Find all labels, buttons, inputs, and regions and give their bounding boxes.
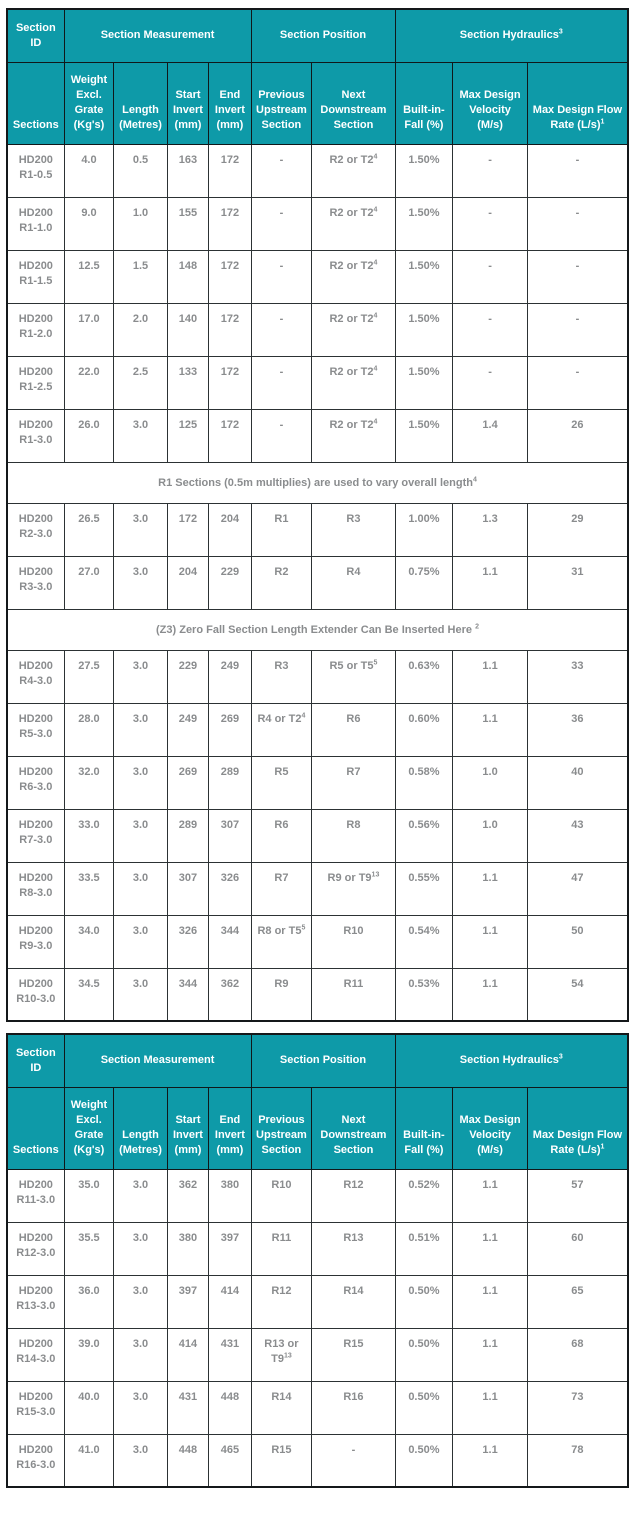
table-cell: 448: [209, 1381, 251, 1434]
column-header-cell: Length (Metres): [114, 1087, 167, 1169]
table-cell: 40: [527, 756, 628, 809]
table-cell: 249: [209, 650, 251, 703]
table-cell: 326: [167, 915, 209, 968]
table-cell: 362: [167, 1169, 209, 1222]
table-cell: 229: [167, 650, 209, 703]
table-cell: R10: [312, 915, 395, 968]
table-cell: 1.1: [453, 915, 528, 968]
footnote-superscript: 3: [558, 1053, 563, 1061]
table-cell: 431: [167, 1381, 209, 1434]
column-header-row: [7, 1087, 628, 1169]
table-cell: R4 or $T2^4$: [251, 703, 312, 756]
table-cell: 172: [209, 356, 251, 409]
table-cell: -: [453, 303, 528, 356]
table-cell: 60: [527, 1222, 628, 1275]
table-cell: 2.5: [114, 356, 167, 409]
table-cell: 1.50%: [395, 356, 453, 409]
table-cell: 140: [167, 303, 209, 356]
table-cell: 3.0: [114, 1222, 167, 1275]
table-cell: 0.50%: [395, 1275, 453, 1328]
table-cell: 47: [527, 862, 628, 915]
table-cell: 54: [527, 968, 628, 1021]
table-cell: 3.0: [114, 1381, 167, 1434]
table-row: [7, 650, 628, 703]
table-cell: R14: [312, 1275, 395, 1328]
table-body: [7, 144, 628, 1021]
column-header-cell: Next Downstream Section: [312, 1087, 395, 1169]
table-cell: 307: [209, 809, 251, 862]
table-cell: 12.5: [64, 250, 114, 303]
table-cell: 3.0: [114, 968, 167, 1021]
section-id-cell: HD200 R16-3.0: [7, 1434, 64, 1487]
table-cell: -: [251, 409, 312, 462]
section-id-cell: HD200 R11-3.0: [7, 1169, 64, 1222]
table-cell: 1.5: [114, 250, 167, 303]
table-cell: R2 or $T2^4$: [312, 303, 395, 356]
group-header-cell: Section Measurement: [64, 9, 251, 62]
section-id-cell: HD200 R1-1.0: [7, 197, 64, 250]
table-cell: R2 or $T2^4$: [312, 409, 395, 462]
table-cell: R5: [251, 756, 312, 809]
table-cell: 29: [527, 503, 628, 556]
table-cell: 1.0: [114, 197, 167, 250]
table-cell: 3.0: [114, 1275, 167, 1328]
table-cell: 78: [527, 1434, 628, 1487]
section-id-cell: HD200 R1-0.5: [7, 144, 64, 197]
table-cell: 40.0: [64, 1381, 114, 1434]
table-cell: R13 or $T9^{13}$: [251, 1328, 312, 1381]
group-header-cell: Section ID: [7, 9, 64, 62]
table-cell: 65: [527, 1275, 628, 1328]
table-cell: 1.1: [453, 1222, 528, 1275]
table-cell: -: [527, 197, 628, 250]
table-cell: 35.5: [64, 1222, 114, 1275]
group-header-row: [7, 1034, 628, 1087]
column-header-cell: Start Invert (mm): [167, 1087, 209, 1169]
table-cell: -: [251, 197, 312, 250]
table-cell: 0.50%: [395, 1328, 453, 1381]
table-cell: R11: [312, 968, 395, 1021]
note-cell: (Z3) Zero Fall Section Length Extender Can Be Inserted Here $^2$: [7, 609, 628, 650]
footnote-superscript: 4: [373, 205, 378, 213]
table-cell: 3.0: [114, 409, 167, 462]
table-cell: 0.56%: [395, 809, 453, 862]
column-header-cell: Previous Upstream Section: [251, 1087, 312, 1169]
table-cell: 326: [209, 862, 251, 915]
table-cell: 3.0: [114, 1434, 167, 1487]
table-cell: 1.1: [453, 1434, 528, 1487]
group-header-cell: Section Position: [251, 9, 395, 62]
footnote-superscript: 4: [472, 475, 477, 483]
table-cell: 0.55%: [395, 862, 453, 915]
table-cell: 1.50%: [395, 250, 453, 303]
column-header-cell: Max Design Flow Rate $(L/s)^1$: [527, 62, 628, 144]
section-id-cell: HD200 R14-3.0: [7, 1328, 64, 1381]
table-cell: R6: [312, 703, 395, 756]
table-cell: 172: [209, 197, 251, 250]
table-cell: R9 or $T9^{13}$: [312, 862, 395, 915]
table-row: [7, 503, 628, 556]
table-row: [7, 756, 628, 809]
table-cell: 22.0: [64, 356, 114, 409]
column-header-cell: Weight Excl. Grate (Kg's): [64, 1087, 114, 1169]
table-cell: 3.0: [114, 503, 167, 556]
table-cell: 1.1: [453, 650, 528, 703]
table-cell: 32.0: [64, 756, 114, 809]
table-cell: R11: [251, 1222, 312, 1275]
table-cell: 1.3: [453, 503, 528, 556]
table-cell: 57: [527, 1169, 628, 1222]
table-cell: 204: [167, 556, 209, 609]
table-cell: -: [453, 144, 528, 197]
table-cell: 414: [209, 1275, 251, 1328]
table-cell: 269: [209, 703, 251, 756]
table-cell: 50: [527, 915, 628, 968]
table-cell: 380: [167, 1222, 209, 1275]
table-cell: 3.0: [114, 1169, 167, 1222]
table-cell: 163: [167, 144, 209, 197]
table-cell: -: [453, 197, 528, 250]
table-cell: 1.50%: [395, 303, 453, 356]
table-cell: 1.1: [453, 556, 528, 609]
footnote-superscript: 13: [283, 1352, 292, 1360]
table-cell: R15: [312, 1328, 395, 1381]
column-header-cell: Previous Upstream Section: [251, 62, 312, 144]
table-cell: 39.0: [64, 1328, 114, 1381]
footnote-superscript: 4: [373, 364, 378, 372]
table-cell: 0.5: [114, 144, 167, 197]
column-header-cell: Length (Metres): [114, 62, 167, 144]
table-cell: 1.1: [453, 703, 528, 756]
table-cell: R12: [251, 1275, 312, 1328]
section-id-cell: HD200 R4-3.0: [7, 650, 64, 703]
table-cell: 3.0: [114, 703, 167, 756]
table-cell: 0.51%: [395, 1222, 453, 1275]
footnote-superscript: 4: [301, 711, 306, 719]
table-head: [7, 1034, 628, 1169]
table-cell: 1.50%: [395, 197, 453, 250]
table-cell: 1.1: [453, 1275, 528, 1328]
spec-table-lower: [6, 1033, 629, 1488]
table-row: [7, 1434, 628, 1487]
table-cell: 204: [209, 503, 251, 556]
table-cell: 3.0: [114, 556, 167, 609]
table-cell: 26.5: [64, 503, 114, 556]
group-header-row: [7, 9, 628, 62]
table-cell: 133: [167, 356, 209, 409]
table-cell: R2 or $T2^4$: [312, 250, 395, 303]
table-cell: 380: [209, 1169, 251, 1222]
footnote-superscript: 13: [371, 870, 380, 878]
table-cell: R12: [312, 1169, 395, 1222]
column-header-cell: Sections: [7, 1087, 64, 1169]
footnote-superscript: 4: [373, 311, 378, 319]
table-cell: 307: [167, 862, 209, 915]
table-cell: 172: [167, 503, 209, 556]
section-id-cell: HD200 R15-3.0: [7, 1381, 64, 1434]
table-cell: 289: [209, 756, 251, 809]
table-cell: -: [312, 1434, 395, 1487]
table-cell: 1.00%: [395, 503, 453, 556]
table-cell: R16: [312, 1381, 395, 1434]
table-cell: 148: [167, 250, 209, 303]
table-cell: 36: [527, 703, 628, 756]
table-cell: 34.0: [64, 915, 114, 968]
section-id-cell: HD200 R1-2.0: [7, 303, 64, 356]
table-cell: 269: [167, 756, 209, 809]
table-cell: R2 or $T2^4$: [312, 144, 395, 197]
footnote-superscript: 4: [373, 152, 378, 160]
table-cell: 362: [209, 968, 251, 1021]
table-cell: 9.0: [64, 197, 114, 250]
table-row: [7, 703, 628, 756]
table-row: [7, 1381, 628, 1434]
column-header-row: [7, 62, 628, 144]
table-cell: 68: [527, 1328, 628, 1381]
table-row: [7, 556, 628, 609]
footnote-superscript: 4: [373, 417, 378, 425]
group-header-cell: Section Hydraulics$^3$: [395, 9, 628, 62]
table-cell: 0.75%: [395, 556, 453, 609]
table-cell: 26: [527, 409, 628, 462]
column-header-cell: Built-in-Fall (%): [395, 1087, 453, 1169]
column-header-cell: Max Design Velocity (M/s): [453, 62, 528, 144]
table-cell: -: [527, 144, 628, 197]
column-header-cell: Max Design Velocity (M/s): [453, 1087, 528, 1169]
note-row: [7, 462, 628, 503]
table-cell: 4.0: [64, 144, 114, 197]
table-row: [7, 409, 628, 462]
table-cell: 229: [209, 556, 251, 609]
table-row: [7, 356, 628, 409]
table-cell: R7: [312, 756, 395, 809]
section-id-cell: HD200 R3-3.0: [7, 556, 64, 609]
table-cell: 1.50%: [395, 144, 453, 197]
table-cell: 33: [527, 650, 628, 703]
table-cell: 1.0: [453, 756, 528, 809]
table-row: [7, 862, 628, 915]
table-cell: 43: [527, 809, 628, 862]
footnote-superscript: 5: [301, 923, 306, 931]
table-cell: R9: [251, 968, 312, 1021]
table-cell: 1.1: [453, 1328, 528, 1381]
table-cell: 3.0: [114, 1328, 167, 1381]
table-cell: 1.50%: [395, 409, 453, 462]
table-cell: -: [527, 250, 628, 303]
table-cell: 41.0: [64, 1434, 114, 1487]
table-cell: 3.0: [114, 756, 167, 809]
table-cell: 249: [167, 703, 209, 756]
table-cell: 31: [527, 556, 628, 609]
table-cell: R6: [251, 809, 312, 862]
table-row: [7, 1275, 628, 1328]
column-header-cell: Max Design Flow Rate $(L/s)^1$: [527, 1087, 628, 1169]
section-id-cell: HD200 R13-3.0: [7, 1275, 64, 1328]
column-header-cell: Sections: [7, 62, 64, 144]
footnote-superscript: 4: [373, 258, 378, 266]
table-cell: -: [251, 250, 312, 303]
table-cell: R1: [251, 503, 312, 556]
section-id-cell: HD200 R7-3.0: [7, 809, 64, 862]
table-body: [7, 1169, 628, 1487]
table-cell: R10: [251, 1169, 312, 1222]
table-cell: R7: [251, 862, 312, 915]
note-row: [7, 609, 628, 650]
table-cell: 125: [167, 409, 209, 462]
table-cell: 0.63%: [395, 650, 453, 703]
table-cell: 33.5: [64, 862, 114, 915]
table-cell: 397: [209, 1222, 251, 1275]
table-cell: 414: [167, 1328, 209, 1381]
table-cell: R15: [251, 1434, 312, 1487]
table-cell: R2 or $T2^4$: [312, 197, 395, 250]
table-cell: 27.5: [64, 650, 114, 703]
table-cell: 73: [527, 1381, 628, 1434]
table-cell: 3.0: [114, 862, 167, 915]
table-cell: 1.1: [453, 968, 528, 1021]
footnote-superscript: 5: [373, 658, 378, 666]
footnote-superscript: 2: [475, 622, 479, 630]
table-cell: 1.1: [453, 862, 528, 915]
table-cell: 1.4: [453, 409, 528, 462]
table-cell: R13: [312, 1222, 395, 1275]
table-cell: 17.0: [64, 303, 114, 356]
table-cell: -: [251, 303, 312, 356]
table-cell: 27.0: [64, 556, 114, 609]
table-cell: -: [453, 250, 528, 303]
section-id-cell: HD200 R9-3.0: [7, 915, 64, 968]
table-cell: R4: [312, 556, 395, 609]
table-cell: 448: [167, 1434, 209, 1487]
table-row: [7, 809, 628, 862]
table-cell: 172: [209, 144, 251, 197]
table-row: [7, 303, 628, 356]
table-cell: R2: [251, 556, 312, 609]
table-cell: -: [251, 356, 312, 409]
table-row: [7, 1222, 628, 1275]
table-cell: 0.54%: [395, 915, 453, 968]
table-cell: 3.0: [114, 809, 167, 862]
table-cell: R14: [251, 1381, 312, 1434]
column-header-cell: Built-in-Fall (%): [395, 62, 453, 144]
column-header-cell: Start Invert (mm): [167, 62, 209, 144]
table-cell: 465: [209, 1434, 251, 1487]
section-id-cell: HD200 R12-3.0: [7, 1222, 64, 1275]
table-row: [7, 197, 628, 250]
section-id-cell: HD200 R5-3.0: [7, 703, 64, 756]
table-cell: 431: [209, 1328, 251, 1381]
table-cell: R3: [251, 650, 312, 703]
group-header-cell: Section Position: [251, 1034, 395, 1087]
table-head: [7, 9, 628, 144]
footnote-superscript: 3: [558, 28, 563, 36]
table-cell: 0.52%: [395, 1169, 453, 1222]
table-row: [7, 968, 628, 1021]
column-header-cell: End Invert (mm): [209, 1087, 251, 1169]
table-cell: -: [453, 356, 528, 409]
table-cell: 0.50%: [395, 1381, 453, 1434]
group-header-cell: Section Hydraulics$^3$: [395, 1034, 628, 1087]
table-cell: 1.1: [453, 1381, 528, 1434]
table-cell: 155: [167, 197, 209, 250]
table-row: [7, 1169, 628, 1222]
table-cell: -: [527, 303, 628, 356]
table-row: [7, 250, 628, 303]
table-cell: 3.0: [114, 915, 167, 968]
table-cell: 2.0: [114, 303, 167, 356]
table-cell: 289: [167, 809, 209, 862]
section-id-cell: HD200 R1-2.5: [7, 356, 64, 409]
table-cell: 28.0: [64, 703, 114, 756]
column-header-cell: Next Downstream Section: [312, 62, 395, 144]
table-cell: 0.58%: [395, 756, 453, 809]
table-row: [7, 1328, 628, 1381]
table-cell: 34.5: [64, 968, 114, 1021]
section-id-cell: HD200 R10-3.0: [7, 968, 64, 1021]
table-cell: 0.60%: [395, 703, 453, 756]
table-cell: -: [527, 356, 628, 409]
section-id-cell: HD200 R1-3.0: [7, 409, 64, 462]
note-cell: R1 Sections (0.5m multiplies) are used to vary overall length$^4$: [7, 462, 628, 503]
column-header-cell: End Invert (mm): [209, 62, 251, 144]
table-cell: 35.0: [64, 1169, 114, 1222]
table-cell: R8: [312, 809, 395, 862]
table-cell: R5 or $T5^5$: [312, 650, 395, 703]
table-cell: 344: [209, 915, 251, 968]
table-cell: 3.0: [114, 650, 167, 703]
table-row: [7, 915, 628, 968]
table-cell: 33.0: [64, 809, 114, 862]
table-cell: -: [251, 144, 312, 197]
table-cell: 172: [209, 303, 251, 356]
table-cell: 0.53%: [395, 968, 453, 1021]
table-cell: 172: [209, 250, 251, 303]
table-cell: 0.50%: [395, 1434, 453, 1487]
table-row: [7, 144, 628, 197]
table-cell: 397: [167, 1275, 209, 1328]
footnote-superscript: 1: [600, 118, 605, 125]
table-cell: R2 or $T2^4$: [312, 356, 395, 409]
table-cell: R8 or $T5^5$: [251, 915, 312, 968]
table-cell: R3: [312, 503, 395, 556]
table-cell: 1.0: [453, 809, 528, 862]
table-cell: 36.0: [64, 1275, 114, 1328]
column-header-cell: Weight Excl. Grate (Kg's): [64, 62, 114, 144]
section-id-cell: HD200 R6-3.0: [7, 756, 64, 809]
table-cell: 26.0: [64, 409, 114, 462]
group-header-cell: Section Measurement: [64, 1034, 251, 1087]
section-id-cell: HD200 R8-3.0: [7, 862, 64, 915]
footnote-superscript: 1: [600, 1143, 605, 1150]
spec-table-upper: [6, 8, 629, 1022]
section-id-cell: HD200 R2-3.0: [7, 503, 64, 556]
section-id-cell: HD200 R1-1.5: [7, 250, 64, 303]
group-header-cell: Section ID: [7, 1034, 64, 1087]
table-cell: 172: [209, 409, 251, 462]
table-cell: 344: [167, 968, 209, 1021]
table-cell: 1.1: [453, 1169, 528, 1222]
